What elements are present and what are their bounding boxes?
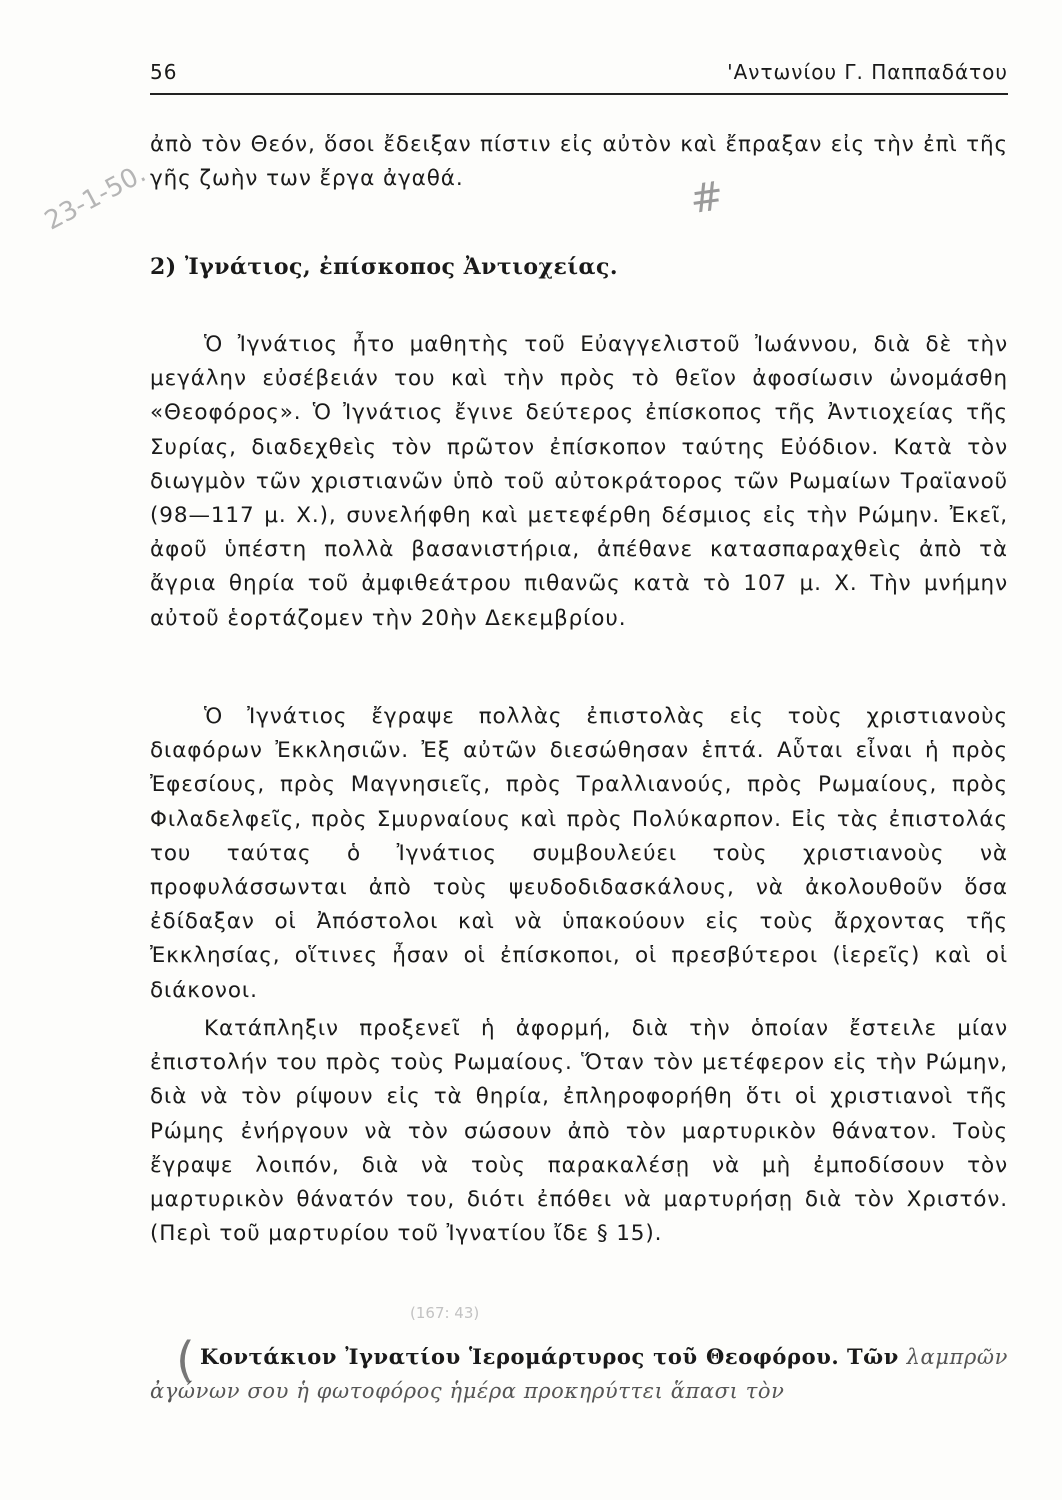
running-head: 'Αντωνίου Γ. Παππαδάτου [727,60,1008,84]
handwritten-mark: # [686,172,727,224]
paragraph-biography: Ὁ Ἰγνάτιος ἦτο μαθητὴς τοῦ Εὐαγγελιστοῦ Ἰωάννου, διὰ δὲ τὴν μεγάλην εὐσέβειάν του καὶ τὴν πρὸς τὸ θεῖον ἀφοσίωσιν ὠνομάσθη «Θεοφόρος». Ὁ Ἰγνάτιος ἔγινε δεύτερος ἐπίσκοπος τῆς Ἀντιοχείας τῆς Συρίας, διαδεχθεὶς τὸν πρῶτον ἐπίσκοπον ταύτης Εὐόδιον. Κατὰ τὸν διωγμὸν τῶν χριστιανῶν ὑπὸ τοῦ αὐτοκράτορος τῶν Ρωμαίων Τραϊανοῦ (98—117 μ. Χ.), συνελήφθη καὶ μετεφέρθη δέσμιος εἰς τὴν Ρώμην. Ἐκεῖ, ἀφοῦ ὑπέστη πολλὰ βασανιστήρια, ἀπέθανε κατασπαραχθεὶς ἀπὸ τὰ ἄγρια θηρία τοῦ ἀμφιθεάτρου πιθανῶς κατὰ τὸ 107 μ. Χ. Τὴν μνήμην αὐτοῦ ἑορτάζομεν τὴν 20ὴν Δεκεμβρίου. [150,332,1008,631]
kontakion-text: λαμπρῶν ἀγώνων σου ἡ φωτοφόρος ἡμέρα προκηρύττει ἅπασι τὸν [150,1345,1008,1403]
kontakion-first-word: Τῶν [846,1344,899,1369]
header-rule [150,93,1008,95]
handwritten-inline-note: (167: 43) [410,1304,480,1322]
handwritten-bracket: ( [176,1332,195,1388]
kontakion-block [150,1340,1008,1408]
handwritten-margin-note: 23-1-50. [40,158,151,237]
paragraph-epistles: Ὁ Ἰγνάτιος ἔγραψε πολλὰς ἐπιστολὰς εἰς τοὺς χριστιανοὺς διαφόρων Ἐκκλησιῶν. Ἐξ αὐτῶν διεσώθησαν ἑπτά. Αὗται εἶναι ἡ πρὸς Ἐφεσίους, πρὸς Μαγνησιεῖς, πρὸς Τραλλιανούς, πρὸς Ρωμαίους, πρὸς Φιλαδελφεῖς, πρὸς Σμυρναίους καὶ πρὸς Πολύκαρπον. Εἰς τὰς ἐπιστολάς του ταύτας ὁ Ἰγνάτιος συμβουλεύει τοὺς χριστιανοὺς νὰ προφυλάσσωνται ἀπὸ τοὺς ψευδοδιδασκάλους, νὰ ἀκολουθοῦν ὅσα ἐδίδαξαν οἱ Ἀπόστολοι καὶ νὰ ὑπακούουν εἰς τοὺς ἄρχοντας τῆς Ἐκκλησίας, οἵτινες ἦσαν οἱ ἐπίσκοποι, οἱ πρεσβύτεροι (ἱερεῖς) καὶ οἱ διάκονοι. [150,704,1008,1003]
section-heading: 2) Ἰγνάτιος, ἐπίσκοπος Ἀντιοχείας. [150,254,619,280]
paragraph-letter-to-romans: Κατάπληξιν προξενεῖ ἡ ἀφορμή, διὰ τὴν ὁποίαν ἔστειλε μίαν ἐπιστολήν του πρὸς τοὺς Ρωμαίους. Ὅταν τὸν μετέφερον εἰς τὴν Ρώμην, διὰ νὰ τὸν ρίψουν εἰς τὰ θηρία, ἐπληροφορήθη ὅτι οἱ χριστιανοὶ τῆς Ρώμης ἐνήργουν νὰ τὸν σώσουν ἀπὸ τὸν μαρτυρικὸν θάνατον. Τοὺς ἔγραψε λοιπόν, διὰ νὰ τοὺς παρακαλέσῃ νὰ μὴ ἐμποδίσουν τὸν μαρτυρικὸν θάνατόν του, διότι ἐπόθει νὰ μαρτυρήσῃ διὰ τὸν Χριστόν. (Περὶ τοῦ μαρτυρίου τοῦ Ἰγνατίου ἴδε § 15). [150,1016,1008,1247]
paragraph-continuation: ἀπὸ τὸν Θεόν, ὅσοι ἔδειξαν πίστιν εἰς αὐτὸν καὶ ἔπραξαν εἰς τὴν ἐπὶ τῆς γῆς ζωὴν των ἔργα ἀγαθά. [150,132,1008,192]
kontakion-title: Κοντάκιον Ἰγνατίου Ἱερομάρτυρος τοῦ Θεοφόρου. [200,1344,840,1369]
page-number: 56 [150,60,178,84]
page-header [150,52,1008,92]
